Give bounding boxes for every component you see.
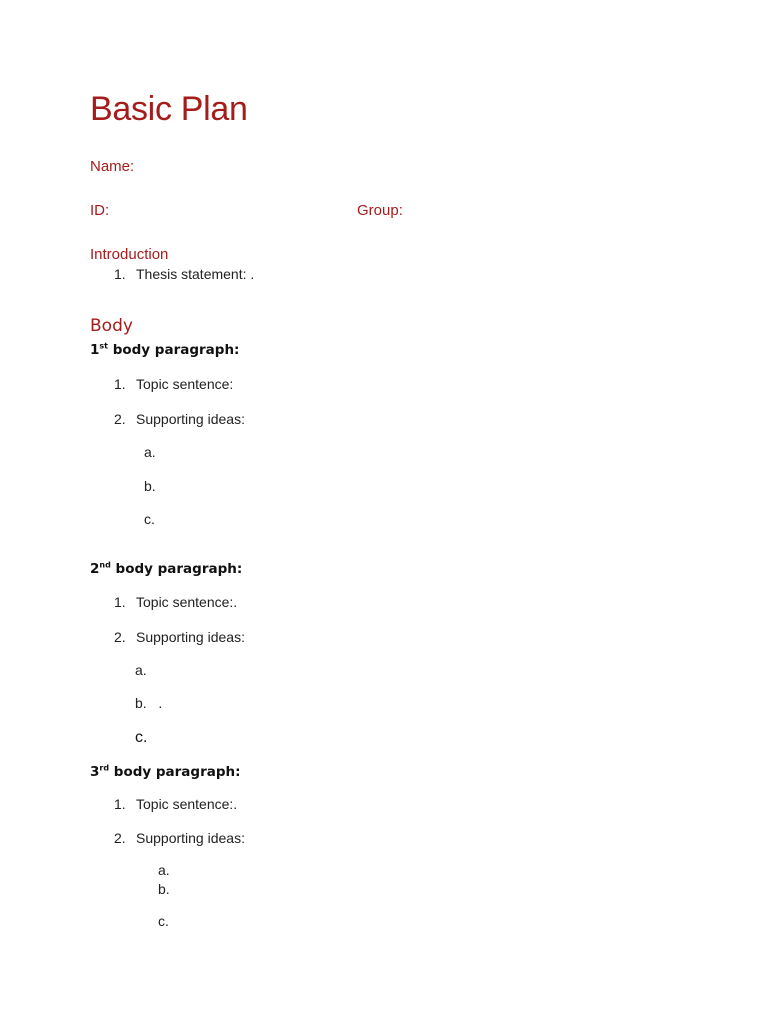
sub-item-b: b. bbox=[158, 881, 170, 897]
sub-item-c: c. bbox=[144, 511, 155, 527]
sub-item-b: b. . bbox=[135, 695, 163, 711]
list-number: 2. bbox=[114, 411, 126, 427]
ordinal-number: 3 bbox=[90, 764, 100, 780]
ordinal-suffix: nd bbox=[99, 560, 111, 570]
list-number: 2. bbox=[114, 629, 126, 645]
list-item bbox=[114, 830, 245, 846]
list-item bbox=[114, 266, 254, 282]
sub-item-a: a. bbox=[158, 862, 170, 878]
sub-item-a: a. bbox=[135, 662, 147, 678]
topic-sentence-label: Topic sentence: bbox=[136, 376, 234, 392]
body-heading: Body bbox=[90, 316, 133, 336]
ordinal-number: 2 bbox=[90, 561, 100, 577]
sub-item-c: c. bbox=[135, 729, 148, 746]
thesis-statement-label: Thesis statement: . bbox=[136, 266, 255, 282]
topic-sentence-label: Topic sentence:. bbox=[136, 594, 238, 610]
sub-item-b: b. bbox=[144, 478, 156, 494]
paragraph-heading-label: body paragraph: bbox=[108, 342, 240, 358]
page-title: Basic Plan bbox=[90, 90, 248, 128]
topic-sentence-label: Topic sentence:. bbox=[136, 796, 238, 812]
ordinal-suffix: rd bbox=[99, 763, 110, 773]
introduction-heading: Introduction bbox=[90, 246, 169, 263]
list-number: 1. bbox=[114, 266, 126, 282]
ordinal-number: 1 bbox=[90, 342, 100, 358]
sub-item-a: a. bbox=[144, 444, 156, 460]
paragraph-heading-label: body paragraph: bbox=[110, 561, 243, 577]
group-label: Group: bbox=[357, 202, 403, 219]
paragraph-heading-3 bbox=[90, 764, 241, 780]
paragraph-heading-2 bbox=[90, 561, 242, 577]
list-item bbox=[114, 629, 245, 645]
ordinal-suffix: st bbox=[99, 341, 108, 351]
list-number: 2. bbox=[114, 830, 126, 846]
list-number: 1. bbox=[114, 376, 126, 392]
list-item bbox=[114, 376, 233, 392]
supporting-ideas-label: Supporting ideas: bbox=[136, 830, 245, 846]
id-label: ID: bbox=[90, 202, 110, 219]
sub-item-c: c. bbox=[158, 913, 169, 929]
list-item bbox=[114, 796, 237, 812]
list-number: 1. bbox=[114, 796, 126, 812]
list-item bbox=[114, 411, 245, 427]
list-number: 1. bbox=[114, 594, 126, 610]
name-label: Name: bbox=[90, 158, 135, 175]
supporting-ideas-label: Supporting ideas: bbox=[136, 629, 245, 645]
supporting-ideas-label: Supporting ideas: bbox=[136, 411, 245, 427]
paragraph-heading-1 bbox=[90, 342, 239, 358]
paragraph-heading-label: body paragraph: bbox=[109, 764, 241, 780]
list-item bbox=[114, 594, 237, 610]
